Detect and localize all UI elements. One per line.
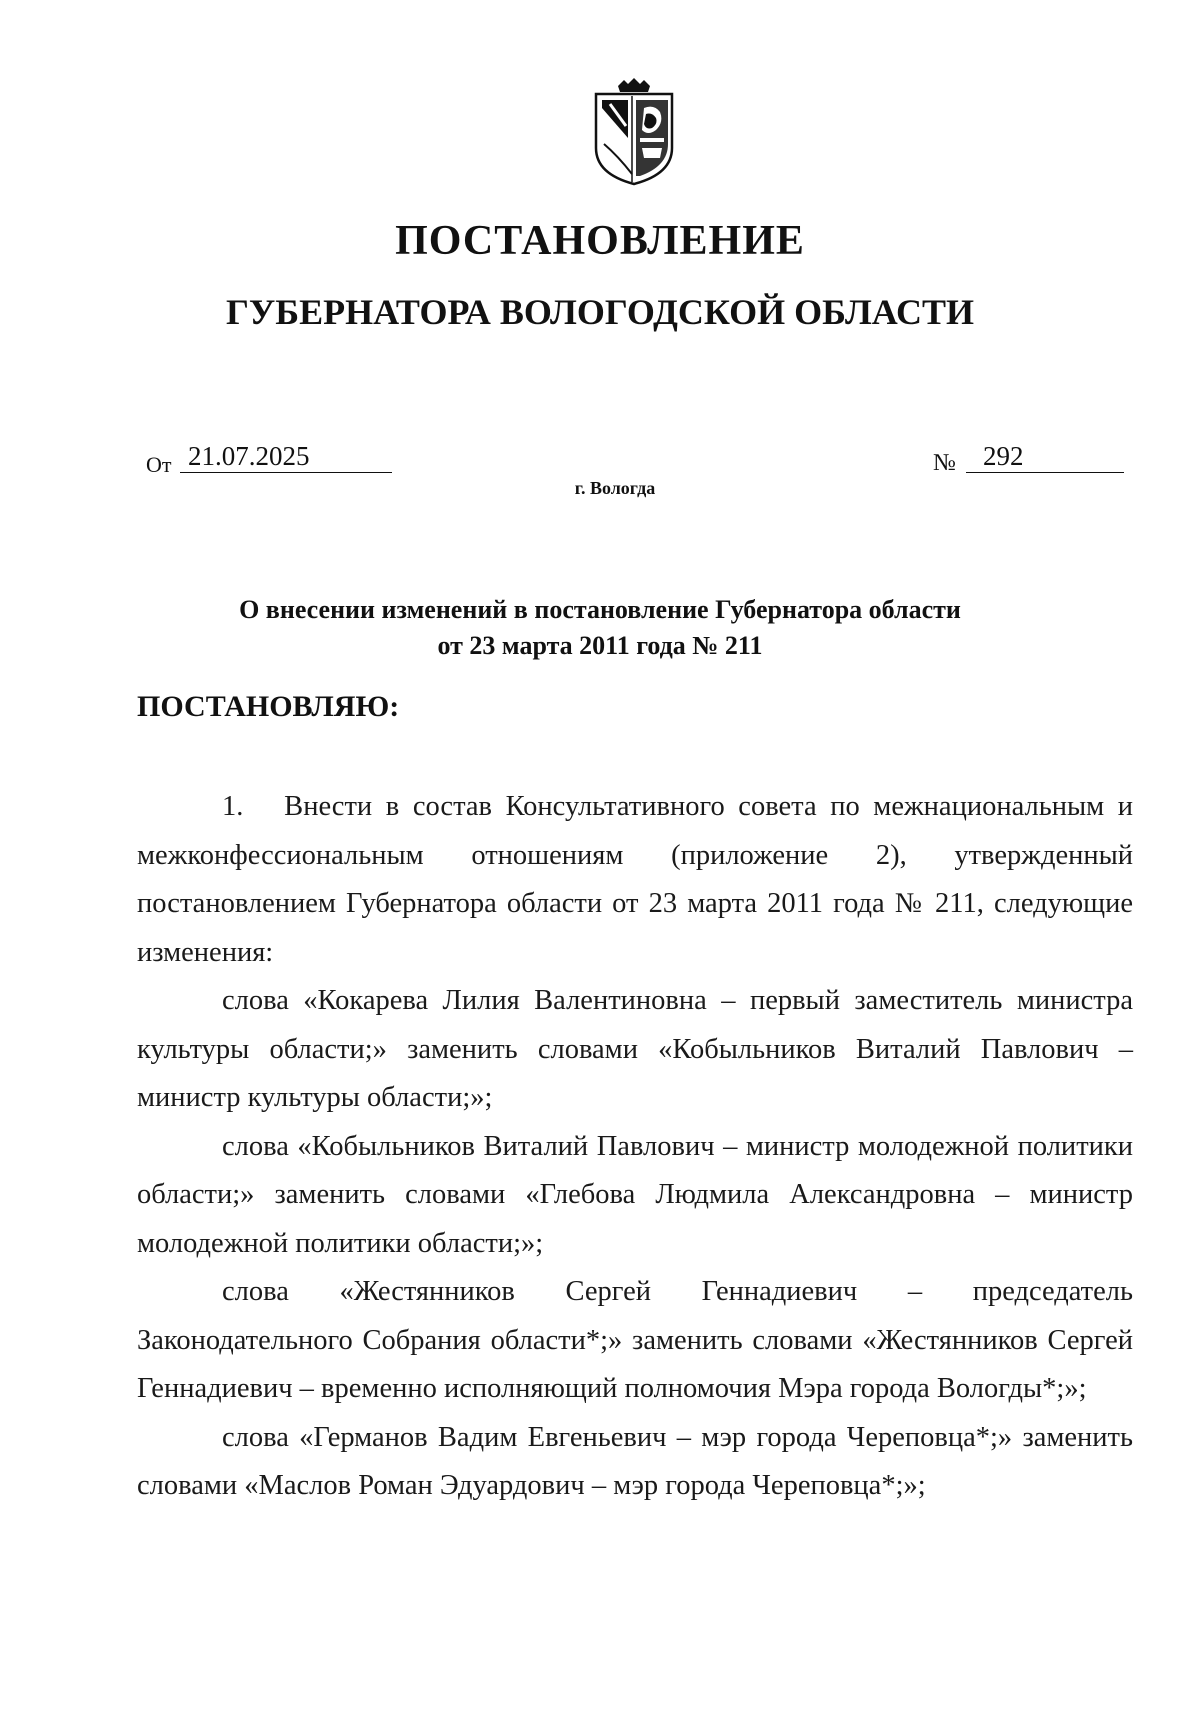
- paragraph-1: 1. Внести в состав Консультативного совета по межнациональным и межконфессиональным отношениям (приложение 2), утвержденный постановлением Губернатора области от 23 марта 2011 года № 211, следующие изменения:: [137, 791, 1133, 968]
- document-subtitle: ГУБЕРНАТОРА ВОЛОГОДСКОЙ ОБЛАСТИ: [225, 292, 975, 332]
- decree-word: ПОСТАНОВЛЯЮ:: [137, 690, 400, 723]
- paragraph-3: слова «Кобыльников Виталий Павлович – министр молодежной политики области;» заменить словами «Глебова Людмила Александровна – министр молодежной политики области;»;: [137, 1130, 1133, 1259]
- paragraph-4: слова «Жестянников Сергей Геннадиевич – председатель Законодательного Собрания области*;» заменить словами «Жестянников Сергей Геннадиевич – временно исполняющий полномочия Мэра города Вологды*;»;: [137, 1276, 1133, 1404]
- document-heading: [0, 592, 1200, 664]
- paragraph-2: слова «Кокарева Лилия Валентиновна – первый заместитель министра культуры области;» заменить словами «Кобыльников Виталий Павлович – министр культуры области;»;: [137, 985, 1133, 1113]
- date-value: 21.07.2025: [180, 440, 392, 473]
- coat-of-arms-icon: [588, 78, 680, 186]
- date-number-row: [0, 440, 1200, 480]
- document-title: ПОСТАНОВЛЕНИЕ: [395, 218, 805, 264]
- date-label: От: [146, 452, 172, 477]
- city-name: г. Вологда: [574, 478, 656, 498]
- number-value: 292: [966, 440, 1124, 473]
- heading-line-1: О внесении изменений в постановление Губернатора области: [239, 595, 961, 624]
- number-label: №: [933, 450, 956, 476]
- paragraph-5: слова «Германов Вадим Евгеньевич – мэр города Череповца*;» заменить словами «Маслов Роман Эдуардович – мэр города Череповца*;»;: [137, 1421, 1133, 1501]
- document-body: [137, 783, 1133, 1511]
- heading-line-2: от 23 марта 2011 года № 211: [437, 631, 763, 660]
